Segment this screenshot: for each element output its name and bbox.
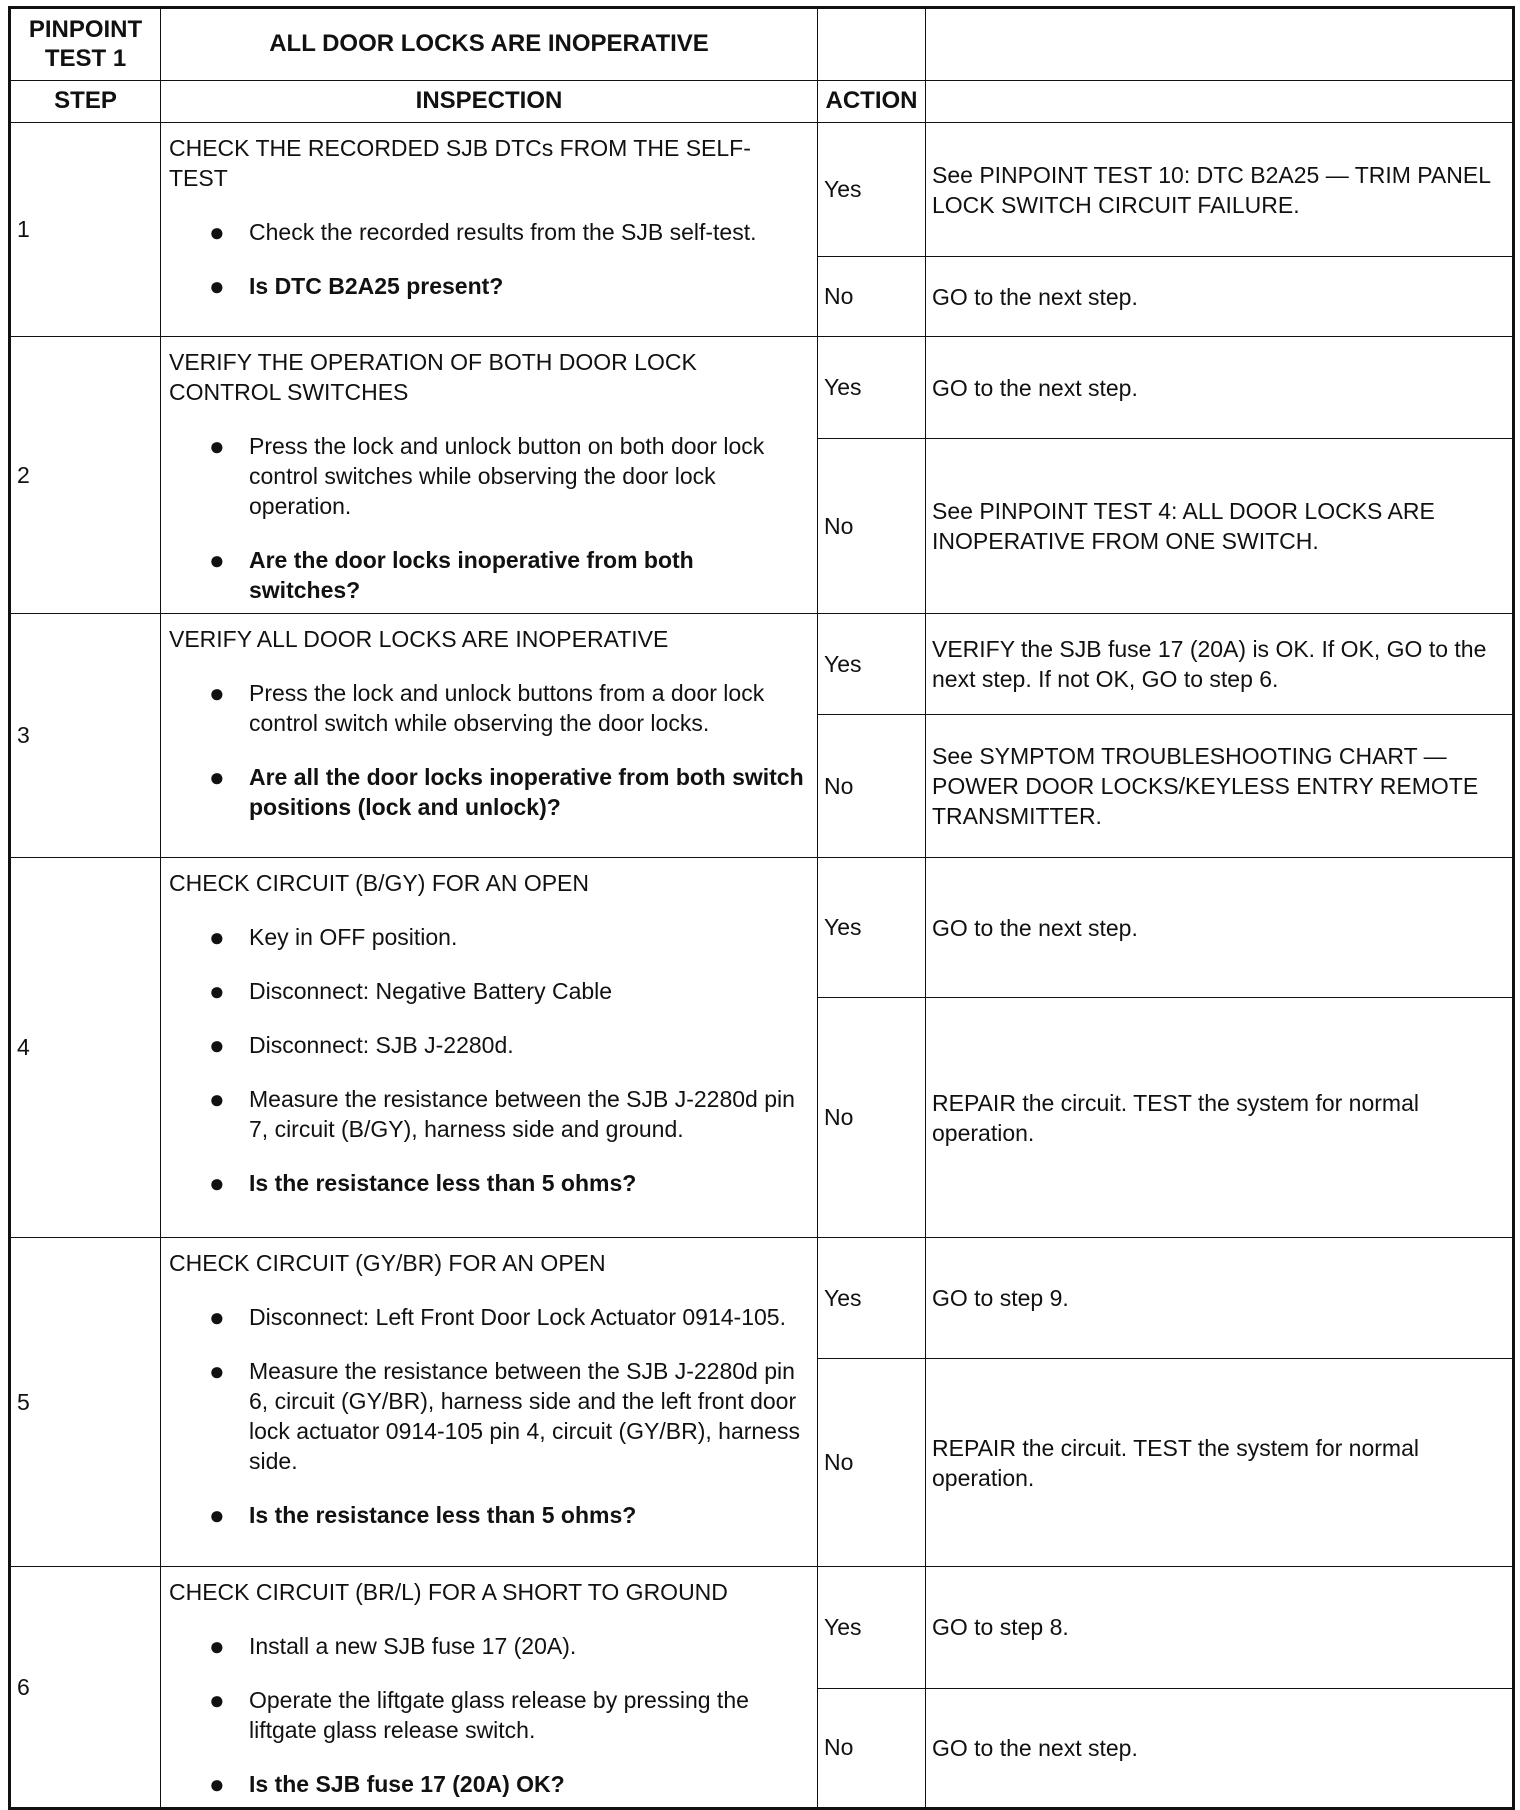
action-yes: Yes [818,614,926,715]
bullet-icon: ● [209,271,225,301]
inspection-list [169,922,809,1198]
action-no: No [818,1688,926,1809]
inspection-cell [161,858,818,1238]
bullet-icon: ● [209,1302,225,1332]
inspection-cell [161,123,818,337]
inspection-item [169,1302,809,1332]
action-yes: Yes [818,1238,926,1359]
inspection-question [169,1168,809,1198]
column-header-step: STEP [10,81,161,123]
bullet-icon: ● [209,217,225,247]
column-header-inspection: INSPECTION [161,81,818,123]
inspection-cell [161,1567,818,1809]
inspection-item [169,1356,809,1476]
title-row [10,8,1514,81]
result-no: GO to the next step. [926,257,1514,337]
pinpoint-label [10,8,161,81]
bullet-icon: ● [209,545,225,575]
bullet-icon: ● [209,922,225,952]
bullet-icon: ● [209,1356,225,1386]
step-title: CHECK CIRCUIT (BR/L) FOR A SHORT TO GROUND [169,1579,728,1605]
inspection-list [169,431,809,605]
empty-cell [926,81,1514,123]
inspection-item [169,1084,809,1144]
action-yes: Yes [818,337,926,439]
bullet-icon: ● [209,1030,225,1060]
pinpoint-test-document [8,6,1512,1799]
bullet-icon: ● [209,1769,225,1799]
step-number: 5 [10,1238,161,1567]
action-no: No [818,439,926,614]
result-yes: GO to step 9. [926,1238,1514,1359]
inspection-item-text: Measure the resistance between the SJB J-2280d pin 7, circuit (B/GY), harness side and ground. [249,1086,795,1142]
inspection-cell [161,614,818,858]
inspection-question [169,271,809,301]
inspection-question [169,1500,809,1530]
pinpoint-label-line2: TEST 1 [44,44,127,72]
inspection-item-text: Install a new SJB fuse 17 (20A). [249,1633,577,1659]
action-no: No [818,998,926,1238]
step-number: 1 [10,123,161,337]
inspection-question-text: Is the resistance less than 5 ohms? [249,1502,637,1528]
bullet-icon: ● [209,1685,225,1715]
inspection-list [169,1631,809,1799]
inspection-question-text: Is the SJB fuse 17 (20A) OK? [249,1771,565,1797]
inspection-item [169,678,809,738]
inspection-item [169,1685,809,1745]
bullet-icon: ● [209,1500,225,1530]
bullet-icon: ● [209,1631,225,1661]
inspection-list [169,678,809,822]
step-number: 3 [10,614,161,858]
inspection-item-text: Key in OFF position. [249,924,458,950]
result-yes: GO to the next step. [926,337,1514,439]
inspection-item [169,431,809,521]
result-yes: VERIFY the SJB fuse 17 (20A) is OK. If OK, GO to the next step. If not OK, GO to step 6. [926,614,1514,715]
result-no: See SYMPTOM TROUBLESHOOTING CHART — POWER DOOR LOCKS/KEYLESS ENTRY REMOTE TRANSMITTER. [926,715,1514,858]
inspection-question [169,545,809,605]
inspection-item [169,976,809,1006]
inspection-item [169,1030,809,1060]
inspection-list [169,1302,809,1530]
inspection-question-text: Are the door locks inoperative from both switches? [249,547,694,603]
result-yes: See PINPOINT TEST 10: DTC B2A25 — TRIM PANEL LOCK SWITCH CIRCUIT FAILURE. [926,123,1514,257]
bullet-icon: ● [209,976,225,1006]
inspection-cell [161,1238,818,1567]
inspection-item-text: Disconnect: Left Front Door Lock Actuator 0914-105. [249,1304,786,1330]
inspection-item [169,922,809,952]
step-row-yes [10,614,1514,715]
bullet-icon: ● [209,1084,225,1114]
inspection-item-text: Press the lock and unlock buttons from a door lock control switch while observing the door locks. [249,680,765,736]
inspection-item-text: Disconnect: Negative Battery Cable [249,978,613,1004]
result-yes: GO to step 8. [926,1567,1514,1689]
inspection-cell [161,337,818,614]
bullet-icon: ● [209,762,225,792]
inspection-item [169,1631,809,1661]
step-number: 2 [10,337,161,614]
inspection-item-text: Measure the resistance between the SJB J-2280d pin 6, circuit (GY/BR), harness side and the left front door lock actuator 0914-105 pin 4, circuit (GY/BR), harness side. [249,1358,800,1474]
step-title: CHECK THE RECORDED SJB DTCs FROM THE SELF-TEST [169,135,751,191]
action-yes: Yes [818,858,926,998]
step-number: 4 [10,858,161,1238]
result-no: REPAIR the circuit. TEST the system for normal operation. [926,998,1514,1238]
step-number: 6 [10,1567,161,1809]
bullet-icon: ● [209,1168,225,1198]
step-title: VERIFY THE OPERATION OF BOTH DOOR LOCK CONTROL SWITCHES [169,349,697,405]
action-no: No [818,1359,926,1567]
action-yes: Yes [818,123,926,257]
result-no: See PINPOINT TEST 4: ALL DOOR LOCKS ARE INOPERATIVE FROM ONE SWITCH. [926,439,1514,614]
step-title: CHECK CIRCUIT (GY/BR) FOR AN OPEN [169,1250,606,1276]
step-row-yes [10,858,1514,998]
empty-cell [926,8,1514,81]
step-title: CHECK CIRCUIT (B/GY) FOR AN OPEN [169,870,590,896]
inspection-question-text: Is the resistance less than 5 ohms? [249,1170,637,1196]
result-no: REPAIR the circuit. TEST the system for normal operation. [926,1359,1514,1567]
pinpoint-label-line1: PINPOINT [28,15,143,43]
step-row-yes [10,123,1514,257]
action-no: No [818,257,926,337]
action-yes: Yes [818,1567,926,1689]
inspection-item-text: Check the recorded results from the SJB self-test. [249,219,757,245]
column-header-row [10,81,1514,123]
pinpoint-test-table [8,6,1515,1810]
step-title: VERIFY ALL DOOR LOCKS ARE INOPERATIVE [169,626,669,652]
inspection-item-text: Operate the liftgate glass release by pressing the liftgate glass release switch. [249,1687,749,1743]
step-row-yes [10,1567,1514,1689]
empty-cell [818,8,926,81]
result-yes: GO to the next step. [926,858,1514,998]
test-title: ALL DOOR LOCKS ARE INOPERATIVE [161,8,818,81]
inspection-list [169,217,809,301]
bullet-icon: ● [209,431,225,461]
inspection-question [169,762,809,822]
result-no: GO to the next step. [926,1688,1514,1809]
inspection-question-text: Are all the door locks inoperative from both switch positions (lock and unlock)? [249,764,804,820]
inspection-question-text: Is DTC B2A25 present? [249,273,504,299]
bullet-icon: ● [209,678,225,708]
inspection-item-text: Disconnect: SJB J-2280d. [249,1032,514,1058]
inspection-item-text: Press the lock and unlock button on both door lock control switches while observing the door lock operation. [249,433,765,519]
column-header-action: ACTION [818,81,926,123]
inspection-question [169,1769,809,1799]
action-no: No [818,715,926,858]
inspection-item [169,217,809,247]
step-row-yes [10,1238,1514,1359]
step-row-yes [10,337,1514,439]
